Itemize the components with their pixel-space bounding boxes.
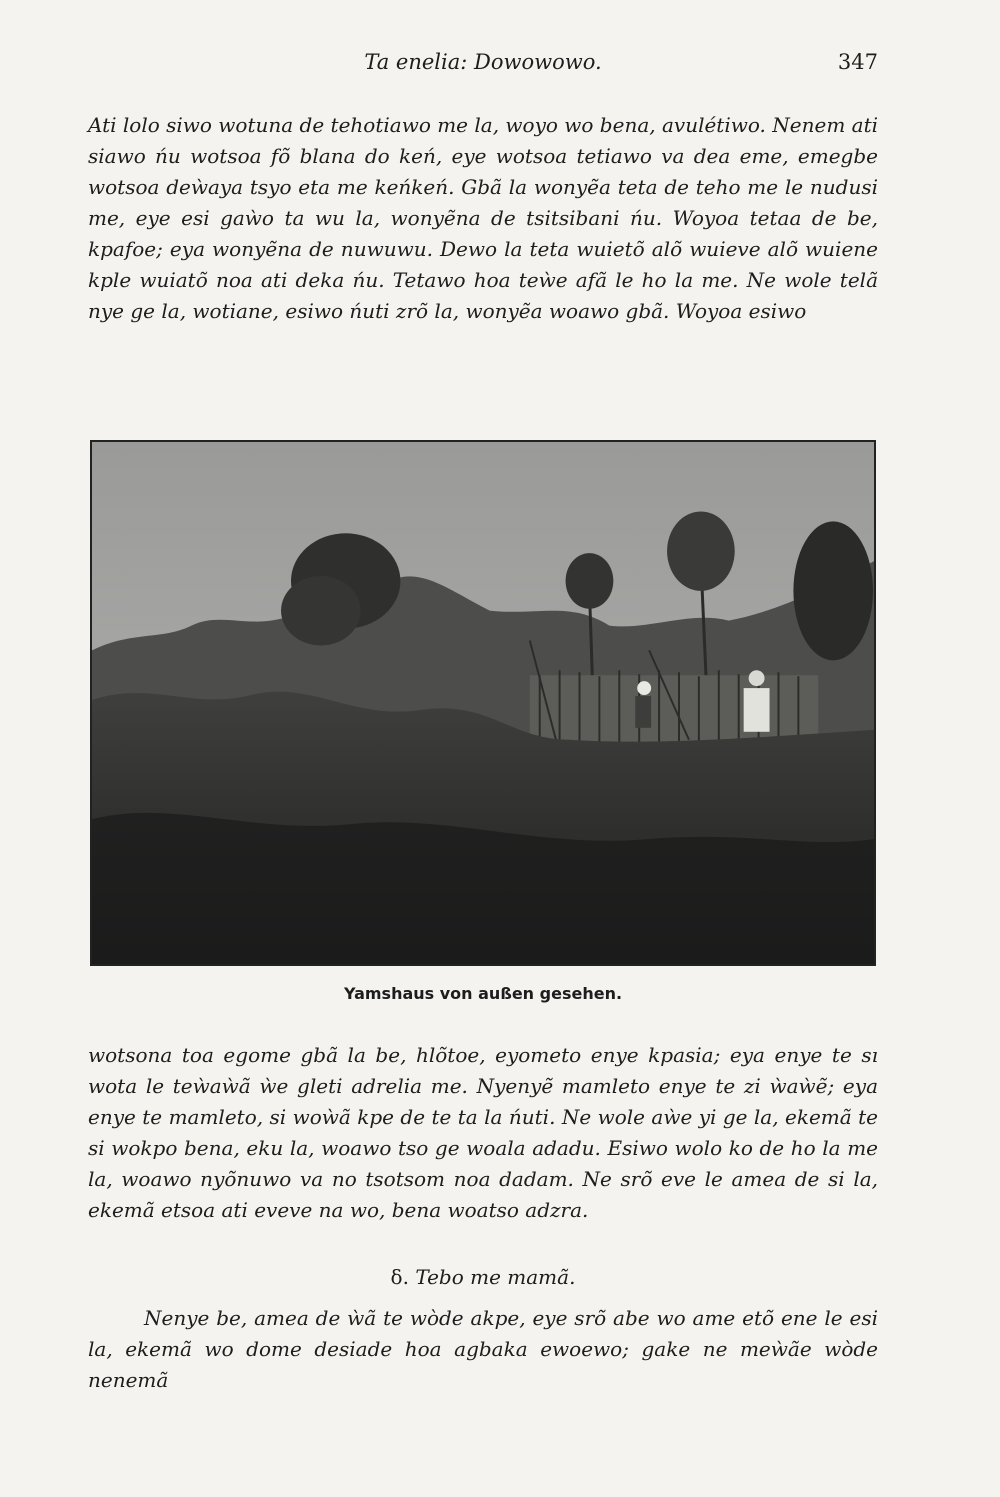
section-title: Tebo me mamã. (415, 1265, 576, 1289)
page-number: 347 (837, 50, 878, 74)
photograph-yam-house (90, 440, 876, 966)
figure-caption: Yamshaus von außen gesehen. (343, 984, 623, 1003)
paragraph-1: Ati lolo siwo wotuna de tehotiawo me la, woyo wo bena, avulétiwo. Nenem ati siawo ńu wotsoa fõ blana do keń, eye wotsoa tetiawo va dea eme, emegbe wotsoa deẁaya tsyo eta me keńkeń. Gbã la wonyẽa teta de teho me le nudusi me, eye esi gaẁo ta wu la, wonyẽna de tsitsibani ńu. Woyoa tetaa de be, kpafoe; eya wonyẽna de nuwuwu. Dewo la teta wuietõ alõ wuieve alõ wuiene kple wuiatõ noa ati deka ńu. Tetawo hoa teẁe afã le ho la me. Ne wole telã nye ge la, wotiane, esiwo ńuti zrõ la, wonyẽa woawo gbã. Woyoa esiwo (88, 113, 878, 323)
running-title: Ta enelia: Dowowowo. (364, 50, 602, 74)
running-header (88, 50, 878, 80)
section-number: δ. (390, 1265, 409, 1289)
paragraph-3: Nenye be, amea de ẁã te wòde akpe, eye srõ abe wo ame etõ ene le esi la, ekemã wo dome desiade hoa agbaka ewoewo; gake ne meẁãe wòde nenemã (88, 1306, 878, 1392)
section-heading (88, 1265, 878, 1289)
paragraph-2: wotsona toa egome gbã la be, hlõtoe, eyometo enye kpasia; eya enye te sı wota le teẁaẁã ẁe gleti adrelia me. Nyenyẽ mamleto enye te zi ẁaẁẽ; eya enye te mamleto, si woẁã kpe de te ta la ńuti. Ne wole aẁe yi ge la, ekemã te si wokpo bena, eku la, woawo tso ge woala adadu. Esiwo wolo ko de ho la me la, woawo nyõnuwo va no tsotsom noa dadam. Ne srõ eve le amea de si la, ekemã etsoa ati eveve na wo, bena woatso adzra. (88, 1043, 878, 1222)
photograph-image (92, 442, 874, 964)
